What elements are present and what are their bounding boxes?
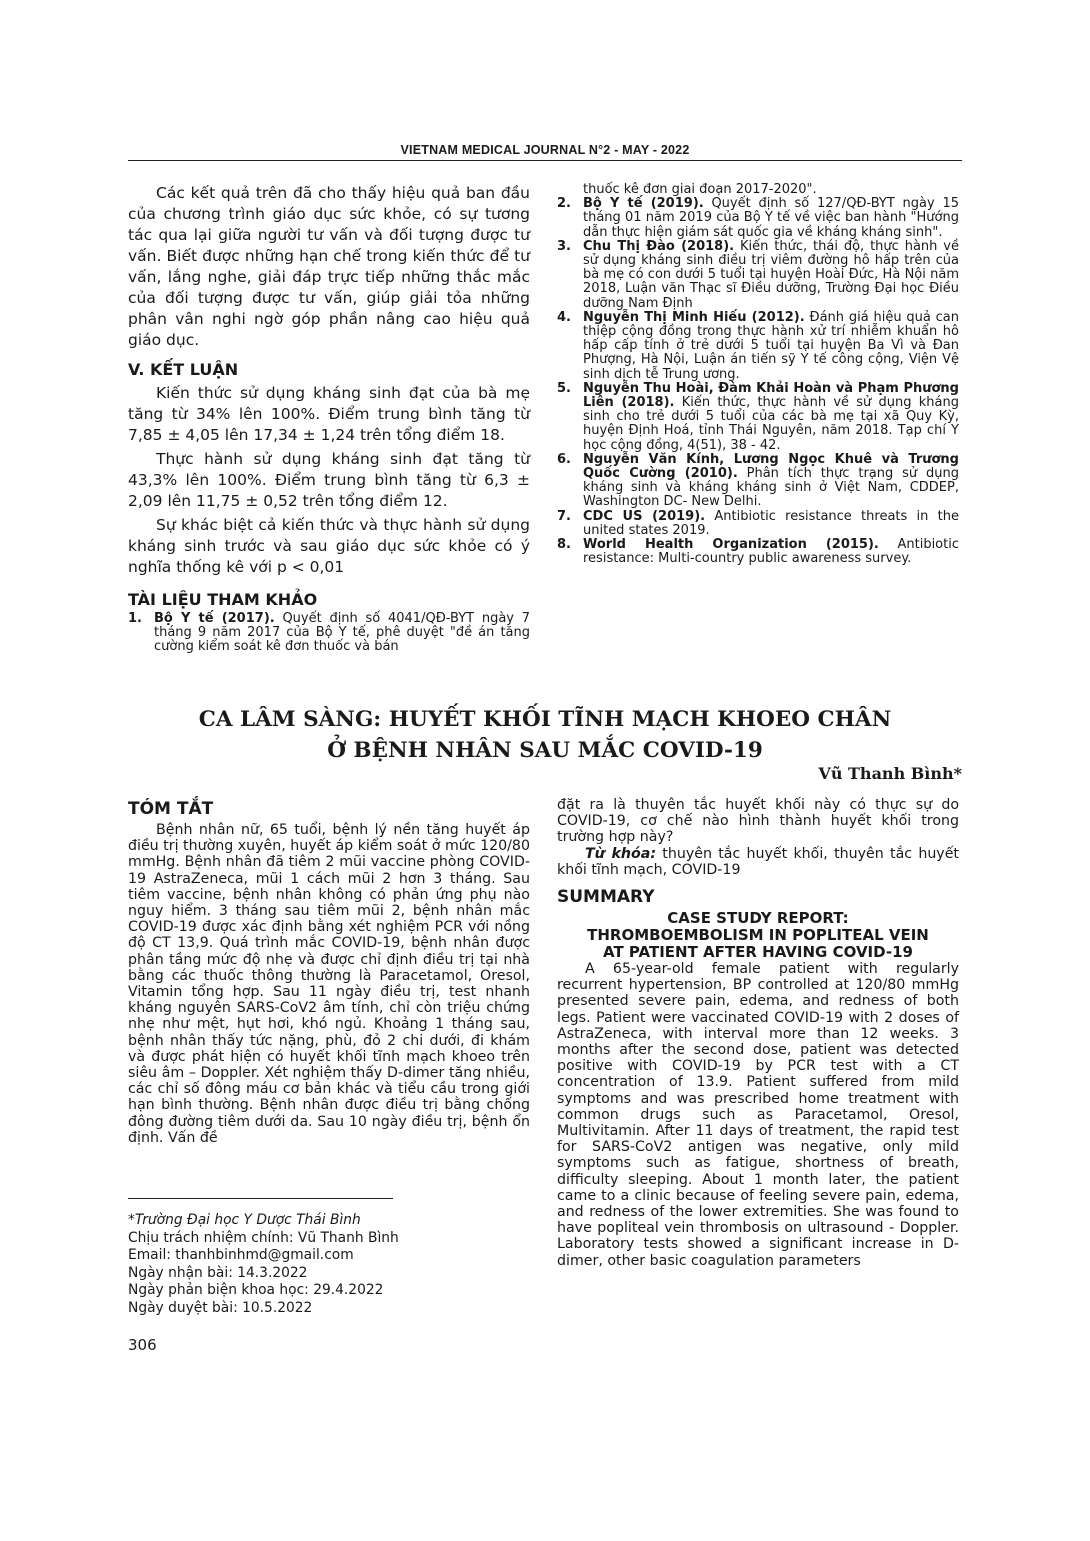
reference-author: Nguyễn Thị Minh Hiếu (2012). <box>583 309 805 325</box>
footnote-rule <box>128 1198 393 1199</box>
reference-author: Chu Thị Đào (2018). <box>583 238 735 254</box>
article-title <box>128 704 962 766</box>
reference-item <box>557 240 959 311</box>
conclusion-paragraph: Thực hành sử dụng kháng sinh đạt tăng từ 43,3% lên 100%. Điểm trung bình tăng từ 6,3 ± 2,09 lên 11,75 ± 0,52 trên tổng điểm 12. <box>128 450 530 510</box>
keywords-label: Từ khóa: <box>585 845 657 862</box>
discussion-block <box>128 183 530 351</box>
conclusion-paragraph: Kiến thức sử dụng kháng sinh đạt của bà mẹ tăng từ 34% lên 100%. Điểm trung bình tăng từ 7,85 ± 4,05 lên 17,34 ± 1,24 trên tổng điểm 18. <box>128 384 530 444</box>
summary-block <box>557 961 959 1269</box>
reference-author: Nguyễn Văn Kính, Lương Ngọc Khuê và Trương Quốc Cường (2010). <box>583 451 959 482</box>
abstract-heading: TÓM TẮT <box>128 799 214 819</box>
conclusion-paragraph: Sự khác biệt cả kiến thức và thực hành sử dụng kháng sinh trước và sau giáo dục sức khỏe có ý nghĩa thống kê với p < 0,01 <box>128 516 530 576</box>
reference-body: Kiến thức, thực hành về sử dụng kháng sinh cho trẻ dưới 5 tuổi của các bà mẹ tại xã Quy Kỳ, huyện Định Hoá, tỉnh Thái Nguyên, năm 2018. Tạp chí Y học cộng đồng, 4(51), 38 - 42. <box>583 395 960 453</box>
reference-number: 4. <box>557 309 571 325</box>
reference-item <box>128 612 530 655</box>
reference-text <box>583 538 959 566</box>
reference-number: 3. <box>557 238 571 254</box>
reference-number: 1. <box>128 611 142 626</box>
keywords-text: thuyên tắc huyết khối, thuyên tắc huyết khối tĩnh mạch, COVID-19 <box>557 845 959 878</box>
footnote-accepted: Ngày duyệt bài: 10.5.2022 <box>128 1299 313 1316</box>
references-heading: TÀI LIỆU THAM KHẢO <box>128 590 318 609</box>
summary-heading: SUMMARY <box>557 887 655 908</box>
footnote-email: Email: thanhbinhmd@gmail.com <box>128 1247 354 1263</box>
prev-article-left-column <box>128 183 530 655</box>
reference-body: Antibiotic resistance threats in the united states 2019. <box>583 508 959 538</box>
reference-text <box>583 197 959 240</box>
abstract-paragraph: Bệnh nhân nữ, 65 tuổi, bệnh lý nền tăng huyết áp điều trị thường xuyên, huyết áp kiểm soát ở mức 120/80 mmHg. Bệnh nhân đã tiêm 2 mũi vaccine phòng COVID-19 AstraZeneca, mũi 1 cách mũi 2 hơn 3 tháng. Sau tiêm vaccine, bệnh nhân không có phản ứng phụ nào nguy hiểm. 3 tháng sau tiêm mũi 2, bệnh nhân mắc COVID-19 được xác định bằng xét nghiệm PCR với nồng độ CT 13,9. Quá trình mắc COVID-19, bệnh nhân được phân tầng mức độ nhẹ và được chỉ định điều trị tại nhà bằng các thuốc thông thường là Paracetamol, Oresol, Vitamin tổng hợp. Sau 11 ngày điều trị, test nhanh kháng nguyên SARS-CoV2 âm tính, chỉ còn triệu chứng nhẹ như mệt, hụt hơi, khó ngủ. Khoảng 1 tháng sau, bệnh nhân thấy tức nặng, phù, đỏ 2 chi dưới, đi khám và được phát hiện có huyết khối tĩnh mạch khoeo trên siêu âm – Doppler. Xét nghiệm thấy D-dimer tăng nhiều, các chỉ số đông máu cơ bản khác và tiểu cầu trong giới hạn bình thường. Bệnh nhân được điều trị bằng chống đông đường tiêm dưới da. Sau 10 ngày điều trị, bệnh ổn định. Vấn đề <box>128 822 530 1146</box>
summary-title <box>557 910 959 961</box>
footnote-reviewed: Ngày phản biện khoa học: 29.4.2022 <box>128 1282 384 1298</box>
footnote-received: Ngày nhận bài: 14.3.2022 <box>128 1264 308 1281</box>
reference-author: CDC US (2019). <box>583 508 706 524</box>
reference-item <box>557 382 959 453</box>
reference-number: 7. <box>557 508 571 524</box>
reference-number: 2. <box>557 196 571 212</box>
reference-author: Bộ Y tế (2017). <box>154 611 275 626</box>
reference-author: World Health Organization (2015). <box>583 537 879 553</box>
reference-number: 6. <box>557 451 571 467</box>
article-title-line: CA LÂM SÀNG: HUYẾT KHỐI TĨNH MẠCH KHOEO CHÂN <box>198 707 892 732</box>
reference-continuation: thuốc kê đơn giai đoạn 2017-2020". <box>583 182 817 197</box>
reference-item <box>557 538 959 566</box>
discussion-paragraph: Các kết quả trên đã cho thấy hiệu quả ban đầu của chương trình giáo dục sức khỏe, có sự tương tác qua lại giữa người tư vấn và đối tượng được tư vấn. Biết được những hạn chế trong kiến thức để tư vấn, lắng nghe, giải đáp trực tiếp những thắc mắc của đối tượng được tư vấn, giúp giải tỏa những phân vân nghi ngờ góp phần nâng cao hiệu quả giáo dục. <box>128 184 530 349</box>
reference-text <box>583 510 959 538</box>
header-rule <box>128 160 962 161</box>
reference-item <box>557 453 959 510</box>
article-author: Vũ Thanh Bình* <box>818 764 962 783</box>
reference-text <box>583 453 959 510</box>
abstract-continuation-block <box>557 797 959 878</box>
conclusion-heading: V. KẾT LUẬN <box>128 360 239 379</box>
reference-text <box>583 240 959 311</box>
summary-paragraph: A 65-year-old female patient with regularly recurrent hypertension, BP controlled at 120/80 mmHg presented severe pain, edema, and redness of both legs. Patient were vaccinated COVID-19 with 2 doses of AstraZeneca, with interval more than 12 weeks. 3 months after the second dose, patient was detected positive with COVID-19 by PCR test with a CT concentration of 13.9. Patient suffered from mild symptoms and was prescribed home treatment with common drugs such as Paracetamol, Oresol, Multivitamin. After 11 days of treatment, the rapid test for SARS-CoV2 antigen was negative, only mild symptoms such as fatigue, shortness of breath, difficulty sleeping. About 1 month later, the patient came to a clinic because of feeling severe pain, edema, and redness of the lower extremities. She was found to have popliteal vein thrombosis on ultrasound - Doppler. Laboratory tests showed a significant increase in D-dimer, other basic coagulation parameters <box>557 961 959 1269</box>
reference-item <box>557 197 959 240</box>
journal-header: VIETNAM MEDICAL JOURNAL N°2 - MAY - 2022 <box>400 143 690 157</box>
summary-title-line: THROMBOEMBOLISM IN POPLITEAL VEIN <box>587 926 929 945</box>
reference-list-right <box>557 197 959 566</box>
reference-item <box>557 311 959 382</box>
footnote <box>128 1212 530 1317</box>
article-title-line: Ở BỆNH NHÂN SAU MẮC COVID-19 <box>327 738 763 763</box>
reference-item <box>557 510 959 538</box>
reference-list-left <box>128 612 530 655</box>
reference-text <box>583 311 959 382</box>
article-right-column <box>557 797 959 1269</box>
prev-article-right-column <box>557 183 959 566</box>
conclusion-block <box>128 383 530 578</box>
reference-body: Quyết định số 127/QĐ-BYT ngày 15 tháng 01 năm 2019 của Bộ Y tế về việc ban hành "Hướng dẫn thực hiện giám sát quốc gia về kháng kháng sinh". <box>583 196 959 240</box>
summary-title-line: CASE STUDY REPORT: <box>667 909 849 928</box>
reference-body: Đánh giá hiệu quả can thiệp cộng đồng trong thực hành xử trí nhiễm khuẩn hô hấp cấp tính ở trẻ dưới 5 tuổi tại huyện Ba Vì và Đan Phượng, Hà Nội, Luận án tiến sỹ Y tế công cộng, Viện Vệ sinh dịch tễ Trung ương. <box>583 309 959 382</box>
reference-text <box>154 612 530 655</box>
reference-text <box>583 382 959 453</box>
summary-title-line: AT PATIENT AFTER HAVING COVID-19 <box>603 943 913 962</box>
abstract-continuation: đặt ra là thuyên tắc huyết khối này có thực sự do COVID-19, cơ chế nào hình thành huyết khối trong trường hợp này? <box>557 797 959 846</box>
reference-body: Antibiotic resistance: Multi-country public awareness survey. <box>583 537 959 567</box>
page-number: 306 <box>128 1336 157 1354</box>
footnote-affiliation: *Trường Đại học Y Dược Thái Bình <box>128 1212 361 1228</box>
article-left-column <box>128 799 530 1146</box>
reference-author: Nguyễn Thu Hoài, Đàm Khải Hoàn và Phạm Phương Liên (2018). <box>583 380 959 411</box>
reference-body: Quyết định số 4041/QĐ-BYT ngày 7 tháng 9 năm 2017 của Bộ Y tế, phê duyệt "đề án tăng cường kiểm soát kê đơn thuốc và bán <box>154 611 530 655</box>
abstract-block <box>128 822 530 1146</box>
keywords <box>557 846 959 878</box>
reference-author: Bộ Y tế (2019). <box>583 196 704 212</box>
footnote-responsible: Chịu trách nhiệm chính: Vũ Thanh Bình <box>128 1229 399 1246</box>
reference-number: 8. <box>557 537 571 553</box>
reference-number: 5. <box>557 380 571 396</box>
reference-body: Kiến thức, thái độ, thực hành về sử dụng kháng sinh điều trị viêm đường hô hấp trên của bà mẹ có con dưới 5 tuổi tại huyện Hoài Đức, Hà Nội năm 2018, Luận văn Thạc sĩ Điều dưỡng, Trường Đại học Điều dưỡng Nam Định <box>583 238 959 311</box>
reference-body: Phân tích thực trạng sử dụng kháng sinh và kháng kháng sinh ở Việt Nam, CDDEP, Washington DC- New Delhi. <box>583 466 959 510</box>
